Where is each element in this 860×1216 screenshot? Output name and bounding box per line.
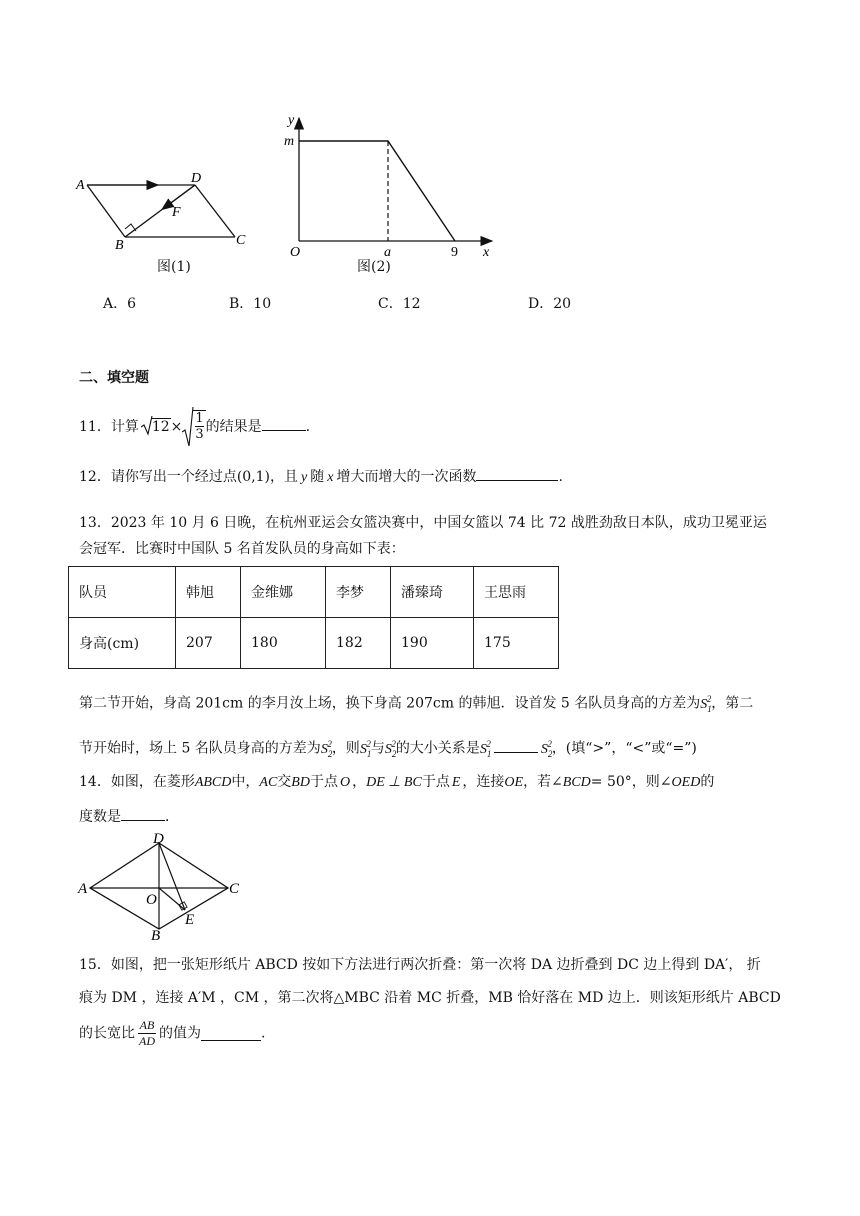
q12-number: 12． bbox=[79, 469, 111, 485]
q14-text: = 50°，则∠ bbox=[590, 774, 672, 790]
q14-text: 中， bbox=[231, 774, 260, 790]
q14-text: 于点 bbox=[421, 774, 450, 790]
fig1-label-d: D bbox=[191, 171, 202, 186]
heights-table bbox=[68, 566, 559, 669]
q14-line1 bbox=[79, 772, 714, 793]
table-row bbox=[69, 567, 559, 618]
q14-bd: BD bbox=[291, 775, 310, 790]
fig2-label-y: y bbox=[288, 113, 295, 128]
q15-line2: 痕为 DM ，连接 A′M ，CM ，第二次将△MBC 沿着 MC 折叠，MB 恰好落在 MD 边上．则该矩形纸片 ABCD bbox=[79, 990, 781, 1006]
fig3-label-b: B bbox=[151, 928, 161, 944]
table-cell: 身高(cm) bbox=[69, 618, 176, 669]
fig2-label-o: O bbox=[290, 245, 301, 260]
q12-text4: 增大而增大的一次函数 bbox=[336, 469, 477, 485]
q12-text2: ，且 bbox=[270, 469, 299, 485]
q14-text: ，若∠ bbox=[523, 774, 563, 790]
fig2-label-m: m bbox=[284, 134, 295, 149]
q12-end: . bbox=[558, 469, 563, 485]
table-cell: 韩旭 bbox=[176, 567, 241, 618]
fig1-label-c: C bbox=[236, 233, 246, 248]
q14-text: 14．如图，在菱形 bbox=[79, 774, 195, 790]
q11-sqrt1-value: 12 bbox=[151, 419, 170, 435]
q11-end: . bbox=[305, 419, 311, 435]
q11-frac-num: 1 bbox=[195, 411, 204, 426]
fig2-label-x: x bbox=[483, 245, 490, 260]
q14-line2 bbox=[79, 806, 179, 827]
fig2-label-a: a bbox=[384, 245, 391, 260]
q11-times: × bbox=[170, 419, 183, 435]
q12-var-x: x bbox=[327, 470, 334, 485]
q15-frac bbox=[138, 1018, 156, 1049]
figure-rhombus bbox=[70, 832, 250, 944]
q14-answer-blank[interactable] bbox=[121, 806, 165, 821]
q14-ac: AC bbox=[259, 775, 278, 790]
sqrt-sign-icon bbox=[141, 415, 153, 437]
q11-answer-blank[interactable] bbox=[262, 416, 306, 431]
q13-line4b: ，则 bbox=[331, 740, 360, 757]
fig3-label-e: E bbox=[185, 912, 195, 928]
choice-d-letter: D． bbox=[528, 296, 554, 312]
q11-post: 的结果是 bbox=[205, 419, 262, 435]
q12-answer-blank[interactable] bbox=[476, 466, 558, 481]
table-row bbox=[69, 618, 559, 669]
q12-var-y: y bbox=[301, 470, 308, 485]
q13-line4c: 与 bbox=[370, 740, 385, 757]
fig1-label-a: A bbox=[76, 178, 85, 193]
q14-oe: OE bbox=[504, 775, 524, 790]
q11-frac-den: 3 bbox=[195, 427, 204, 442]
choice-a bbox=[103, 293, 136, 313]
q12-text1: 请你写出一个经过点 bbox=[110, 469, 237, 485]
fig2-label-9: 9 bbox=[451, 245, 458, 260]
table-cell: 190 bbox=[391, 618, 474, 669]
q13-s1-symbol: $S_1^2$ bbox=[479, 739, 492, 759]
q15-text: 的长宽比 bbox=[79, 1025, 135, 1042]
question-11 bbox=[79, 410, 310, 444]
q13-line3-text: 第二节开始，身高 201cm 的李月汝上场，换下身高 207cm 的韩旭．设首发 5 名队员身高的方差为 bbox=[79, 695, 701, 712]
fig1-caption: 图(1) bbox=[157, 259, 191, 275]
q14-text: ，连接 bbox=[462, 774, 505, 790]
q14-abcd: ABCD bbox=[194, 775, 232, 790]
table-cell: 金维娜 bbox=[241, 567, 326, 618]
figure-2-graph bbox=[280, 108, 500, 268]
q14-oed: OED bbox=[671, 775, 701, 790]
fig3-label-d: D bbox=[153, 832, 164, 847]
q15-line3 bbox=[79, 1018, 265, 1049]
q14-o: O bbox=[339, 775, 351, 790]
q11-sqrt12 bbox=[141, 417, 171, 437]
table-cell: 队员 bbox=[69, 567, 176, 618]
question-12 bbox=[79, 466, 563, 488]
q13-s1-symbol: $S_1^2$ bbox=[700, 694, 712, 714]
fig3-label-a: A bbox=[78, 881, 88, 897]
q14-text: 的 bbox=[700, 774, 715, 790]
q13-line4a: 节开始时，场上 5 名队员身高的方差为 bbox=[79, 740, 321, 757]
choice-b-value: 10 bbox=[253, 296, 272, 312]
q13-line1: 13．2023 年 10 月 6 日晚，在杭州亚运会女篮决赛中，中国女篮以 74 比 72 战胜劲敌日本队，成功卫冕亚运 bbox=[79, 515, 767, 531]
q13-line4e: ，(填“>”，“<”或“=”) bbox=[551, 740, 697, 757]
choice-a-letter: A． bbox=[103, 296, 128, 312]
table-cell: 李梦 bbox=[326, 567, 391, 618]
q14-de-bc: DE ⊥ BC bbox=[366, 775, 422, 790]
q15-text: 的值为 bbox=[159, 1025, 201, 1042]
q11-frac bbox=[193, 410, 205, 442]
q13-line3-end: ，第二 bbox=[711, 695, 754, 712]
table-cell: 207 bbox=[176, 618, 241, 669]
fig3-label-o: O bbox=[146, 892, 157, 908]
choice-b bbox=[229, 293, 271, 313]
q15-frac-den: AD bbox=[139, 1034, 155, 1048]
q14-text: 交 bbox=[277, 774, 292, 790]
q13-s2-symbol: $S_2^2$ bbox=[540, 739, 553, 759]
q15-line1: 15．如图，把一张矩形纸片 ABCD 按如下方法进行两次折叠：第一次将 DA 边折叠到 DC 边上得到 DA′， 折 bbox=[79, 957, 761, 973]
choice-a-value: 6 bbox=[127, 296, 137, 312]
q15-answer-blank[interactable] bbox=[201, 1026, 261, 1041]
q13-answer-blank[interactable] bbox=[494, 738, 538, 753]
fig2-caption: 图(2) bbox=[357, 259, 391, 275]
q11-pre: 计算 bbox=[110, 419, 139, 435]
table-cell: 180 bbox=[241, 618, 326, 669]
q11-number: 11． bbox=[79, 419, 111, 435]
q15-end: . bbox=[261, 1025, 266, 1042]
choice-d bbox=[528, 293, 571, 313]
q12-point: (0,1) bbox=[236, 469, 271, 485]
sqrt-sign-icon bbox=[182, 406, 194, 448]
q13-s1-symbol: $S_1^2$ bbox=[359, 739, 372, 759]
q14-text: 度数是 bbox=[79, 809, 121, 825]
table-cell: 175 bbox=[474, 618, 559, 669]
table-cell: 潘臻琦 bbox=[391, 567, 474, 618]
q14-text: 于点 bbox=[309, 774, 338, 790]
choice-d-value: 20 bbox=[553, 296, 572, 312]
q15-frac-num: AB bbox=[139, 1018, 155, 1032]
q13-line4d: 的大小关系是 bbox=[395, 740, 480, 757]
q13-s2-symbol: $S_2^2$ bbox=[384, 739, 397, 759]
q13-line3 bbox=[79, 689, 753, 718]
q13-line2: 会冠军．比赛时中国队 5 名首发队员的身高如下表： bbox=[79, 541, 405, 557]
s-letter: S bbox=[700, 696, 708, 712]
q12-text3: 随 bbox=[310, 469, 325, 485]
q14-text: ， bbox=[352, 774, 367, 790]
choice-b-letter: B． bbox=[229, 296, 254, 312]
table-cell: 王思雨 bbox=[474, 567, 559, 618]
fig1-label-b: B bbox=[115, 238, 124, 253]
q14-bcd: BCD bbox=[562, 775, 591, 790]
q14-e: E bbox=[451, 775, 461, 790]
choice-c-letter: C． bbox=[378, 296, 403, 312]
table-cell: 182 bbox=[326, 618, 391, 669]
q11-sqrt-frac bbox=[182, 410, 205, 444]
fig3-label-c: C bbox=[229, 881, 240, 897]
section-title: 二、填空题 bbox=[79, 370, 149, 386]
fig1-label-f: F bbox=[172, 205, 181, 220]
q13-line4 bbox=[79, 734, 697, 763]
choice-c-value: 12 bbox=[402, 296, 421, 312]
q13-s2-symbol: $S_2^2$ bbox=[320, 739, 333, 759]
q14-text: ． bbox=[165, 809, 179, 825]
choice-c bbox=[378, 293, 421, 313]
